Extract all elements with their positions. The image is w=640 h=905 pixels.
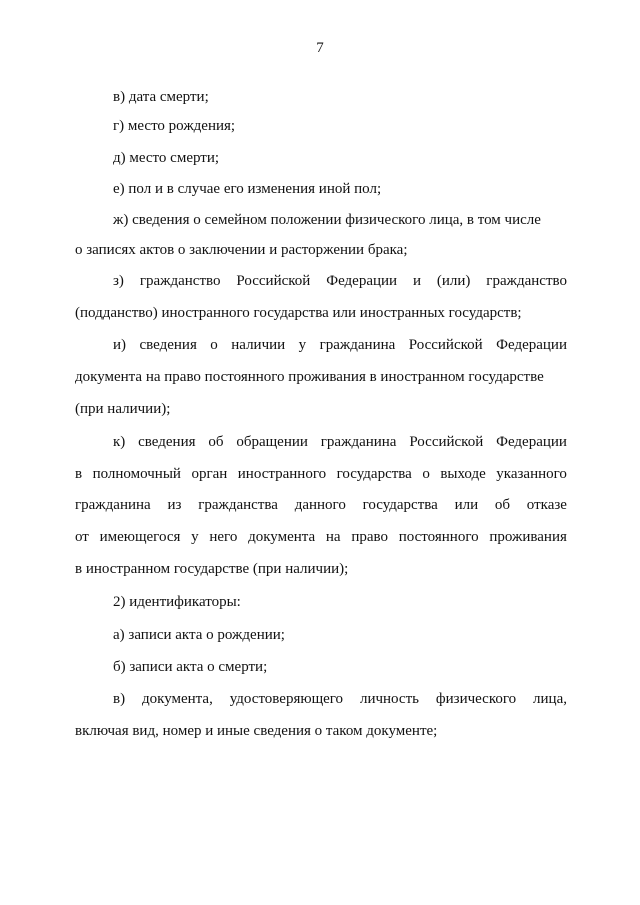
word: выходе (440, 466, 486, 482)
word: (или) (436, 273, 471, 289)
word: в) (113, 691, 126, 707)
word: обращении (236, 434, 308, 450)
word: гражданство (139, 273, 221, 289)
word: от (75, 529, 89, 545)
word: з) (113, 273, 124, 289)
word: сведения (139, 337, 197, 353)
word: постоянного (398, 529, 479, 545)
word: удостоверяющего (229, 691, 344, 707)
text-line: б) записи акта о смерти; (113, 659, 268, 675)
word: физического (435, 691, 517, 707)
text-line: в иностранном государстве (при наличии); (75, 561, 349, 577)
word: лица, (533, 691, 567, 707)
word: орган (191, 466, 228, 482)
word: и) (113, 337, 127, 353)
word: иностранного (237, 466, 327, 482)
text-line (75, 465, 567, 483)
word: Российской (236, 273, 311, 289)
text-line (113, 272, 567, 290)
word: Федерации (496, 434, 567, 450)
word: указанного (496, 466, 567, 482)
text-line: (при наличии); (75, 401, 171, 417)
word: у (191, 529, 199, 545)
word: Российской (408, 337, 483, 353)
text-line: е) пол и в случае его изменения иной пол; (113, 181, 382, 197)
word: государства (336, 466, 412, 482)
word: о (210, 337, 218, 353)
text-line (75, 496, 567, 514)
word: Федерации (326, 273, 398, 289)
text-line: в) дата смерти; (113, 89, 209, 105)
word: об (208, 434, 224, 450)
text-line: ж) сведения о семейном положении физического лица, в том числе (113, 212, 541, 228)
text-line: (подданство) иностранного государства или иностранных государств; (75, 305, 522, 321)
text-line: включая вид, номер и иные сведения о таком документе; (75, 723, 438, 739)
word: гражданина (75, 497, 151, 513)
text-line: документа на право постоянного проживания в иностранном государстве (75, 369, 544, 385)
text-line: д) место смерти; (113, 150, 220, 166)
word: и (412, 273, 421, 289)
word: полномочный (92, 466, 181, 482)
word: или (454, 497, 479, 513)
word: документа, (141, 691, 213, 707)
word: гражданина (320, 434, 397, 450)
word: личность (359, 691, 419, 707)
text-line (113, 433, 567, 451)
word: проживания (489, 529, 567, 545)
word: имеющегося (99, 529, 181, 545)
word: в (75, 466, 83, 482)
word: сведения (138, 434, 196, 450)
word: право (351, 529, 388, 545)
word: из (167, 497, 182, 513)
text-line: о записях актов о заключении и расторжении брака; (75, 242, 408, 258)
word: у (298, 337, 307, 353)
word: документа (248, 529, 316, 545)
text-line: г) место рождения; (113, 118, 236, 134)
text-line (113, 336, 567, 354)
text-line: а) записи акта о рождении; (113, 627, 285, 643)
word: на (325, 529, 341, 545)
word: наличии (231, 337, 286, 353)
text-line (75, 528, 567, 546)
word: гражданина (319, 337, 396, 353)
text-line: 2) идентификаторы: (113, 594, 241, 610)
page-number: 7 (316, 40, 324, 56)
word: о (422, 466, 430, 482)
word: гражданства (198, 497, 278, 513)
word: данного (294, 497, 346, 513)
word: отказе (526, 497, 567, 513)
word: об (494, 497, 511, 513)
word: Федерации (496, 337, 567, 353)
text-line (113, 690, 567, 708)
word: к) (113, 434, 126, 450)
word: него (209, 529, 238, 545)
word: государства (362, 497, 438, 513)
word: гражданство (486, 273, 567, 289)
word: Российской (409, 434, 484, 450)
